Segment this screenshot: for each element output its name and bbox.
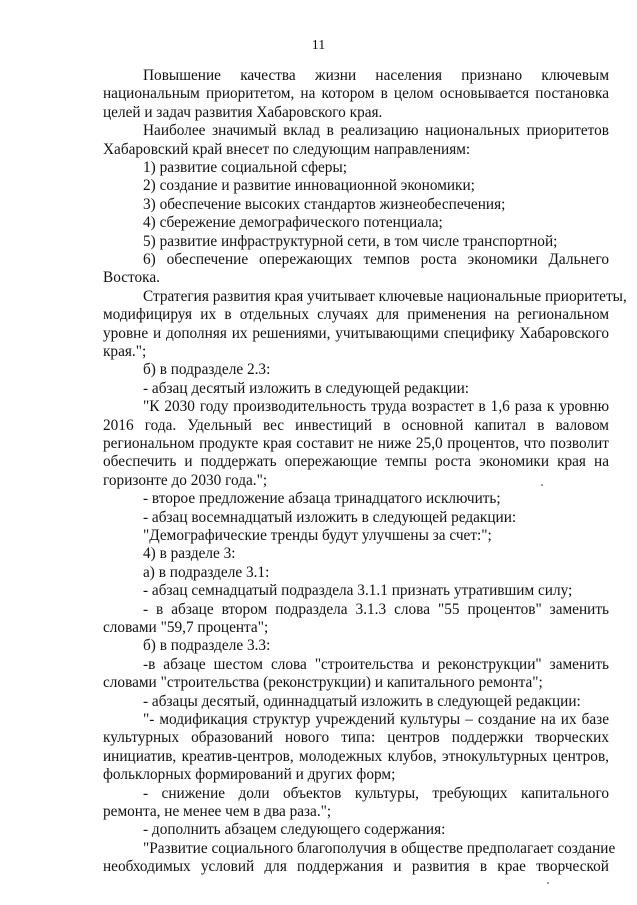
page-number: 11 — [311, 38, 326, 53]
text-line: - снижение доли объектов культуры, требующих капитального — [143, 784, 609, 802]
text-line: 5) развитие инфраструктурной сети, в том числе транспортной; — [143, 232, 558, 250]
text-line: б) в подразделе 2.3: — [143, 361, 271, 379]
text-line: национальным приоритетом, на котором в целом основывается постановка — [103, 85, 609, 103]
text-line: культурных образований нового типа: центров поддержки творческих — [103, 729, 609, 747]
text-line: - дополнить абзацем следующего содержания: — [143, 821, 446, 839]
text-line: необходимых условий для поддержания и развития в крае творческой — [103, 858, 609, 876]
text-line: Хабаровский край внесет по следующим направлениям: — [103, 140, 471, 158]
text-line: словами "59,7 процента"; — [103, 619, 269, 636]
text-line: целей и задач развития Хабаровского края. — [103, 103, 383, 121]
text-line: Востока. — [103, 269, 160, 287]
text-line: инициатив, креатив-центров, молодежных клубов, этнокультурных центров, — [103, 747, 609, 765]
text-line: "К 2030 году производительность труда возрастет в 1,6 раза к уровню — [143, 398, 609, 416]
text-line: Стратегия развития края учитывает ключевые национальные приоритеты, — [143, 287, 627, 305]
text-line: а) в подразделе 3.1: — [143, 563, 270, 581]
text-line: 2016 года. Удельный вес инвестиций в основной капитал в валовом — [103, 416, 609, 434]
text-line: - абзац семнадцатый подраздела 3.1.1 признать утратившим силу; — [143, 582, 573, 600]
scan-speck — [547, 882, 549, 884]
text-line: "Развитие социального благополучия в обществе предполагает создание — [143, 839, 616, 857]
text-line: 6) обеспечение опережающих темпов роста экономики Дальнего — [143, 251, 609, 268]
text-line: обеспечить и поддержать опережающие темпы роста экономики края на — [103, 453, 609, 471]
text-line: - абзацы десятый, одиннадцатый изложить в следующей редакции: — [143, 692, 581, 710]
text-line: Повышение качества жизни населения признано ключевым — [143, 67, 609, 84]
text-line: 1) развитие социальной сферы; — [143, 159, 347, 176]
text-line: - второе предложение абзаца тринадцатого исключить; — [143, 490, 501, 508]
text-line: "Демографические тренды будут улучшены за счет:"; — [143, 527, 492, 544]
text-line: 4) в разделе 3: — [143, 545, 236, 563]
text-line: модифицируя их в отдельных случаях для применения на региональном — [103, 306, 609, 324]
text-line: "- модификация структур учреждений культуры – создание на их базе — [143, 711, 609, 728]
text-line: края."; — [103, 343, 147, 360]
scan-speck — [541, 484, 543, 486]
text-line: - абзац восемнадцатый изложить в следующей редакции: — [143, 508, 517, 526]
text-line: б) в подразделе 3.3: — [143, 637, 271, 655]
text-line: 4) сбережение демографического потенциала; — [143, 214, 443, 232]
text-line: 3) обеспечение высоких стандартов жизнеобеспечения; — [143, 195, 506, 213]
text-line: словами "строительства (реконструкции) и капитального ремонта"; — [103, 674, 543, 692]
text-line: уровне и дополняя их решениями, учитывающими специфику Хабаровского — [103, 324, 609, 342]
text-line: Наиболее значимый вклад в реализацию национальных приоритетов — [143, 122, 609, 140]
text-line: региональном продукте края составит не ниже 25,0 процентов, что позволит — [103, 435, 609, 452]
text-line: ремонта, не менее чем в два раза."; — [103, 803, 332, 820]
text-line: - абзац десятый изложить в следующей редакции: — [143, 379, 469, 397]
text-line: фольклорных формирований и других форм; — [103, 766, 396, 784]
text-line: 2) создание и развитие инновационной экономики; — [143, 177, 475, 195]
text-line: горизонте до 2030 года."; — [103, 471, 268, 489]
text-line: - в абзаце втором подраздела 3.1.3 слова "55 процентов" заменить — [143, 600, 609, 618]
text-line: -в абзаце шестом слова "строительства и реконструкции" заменить — [143, 655, 609, 673]
